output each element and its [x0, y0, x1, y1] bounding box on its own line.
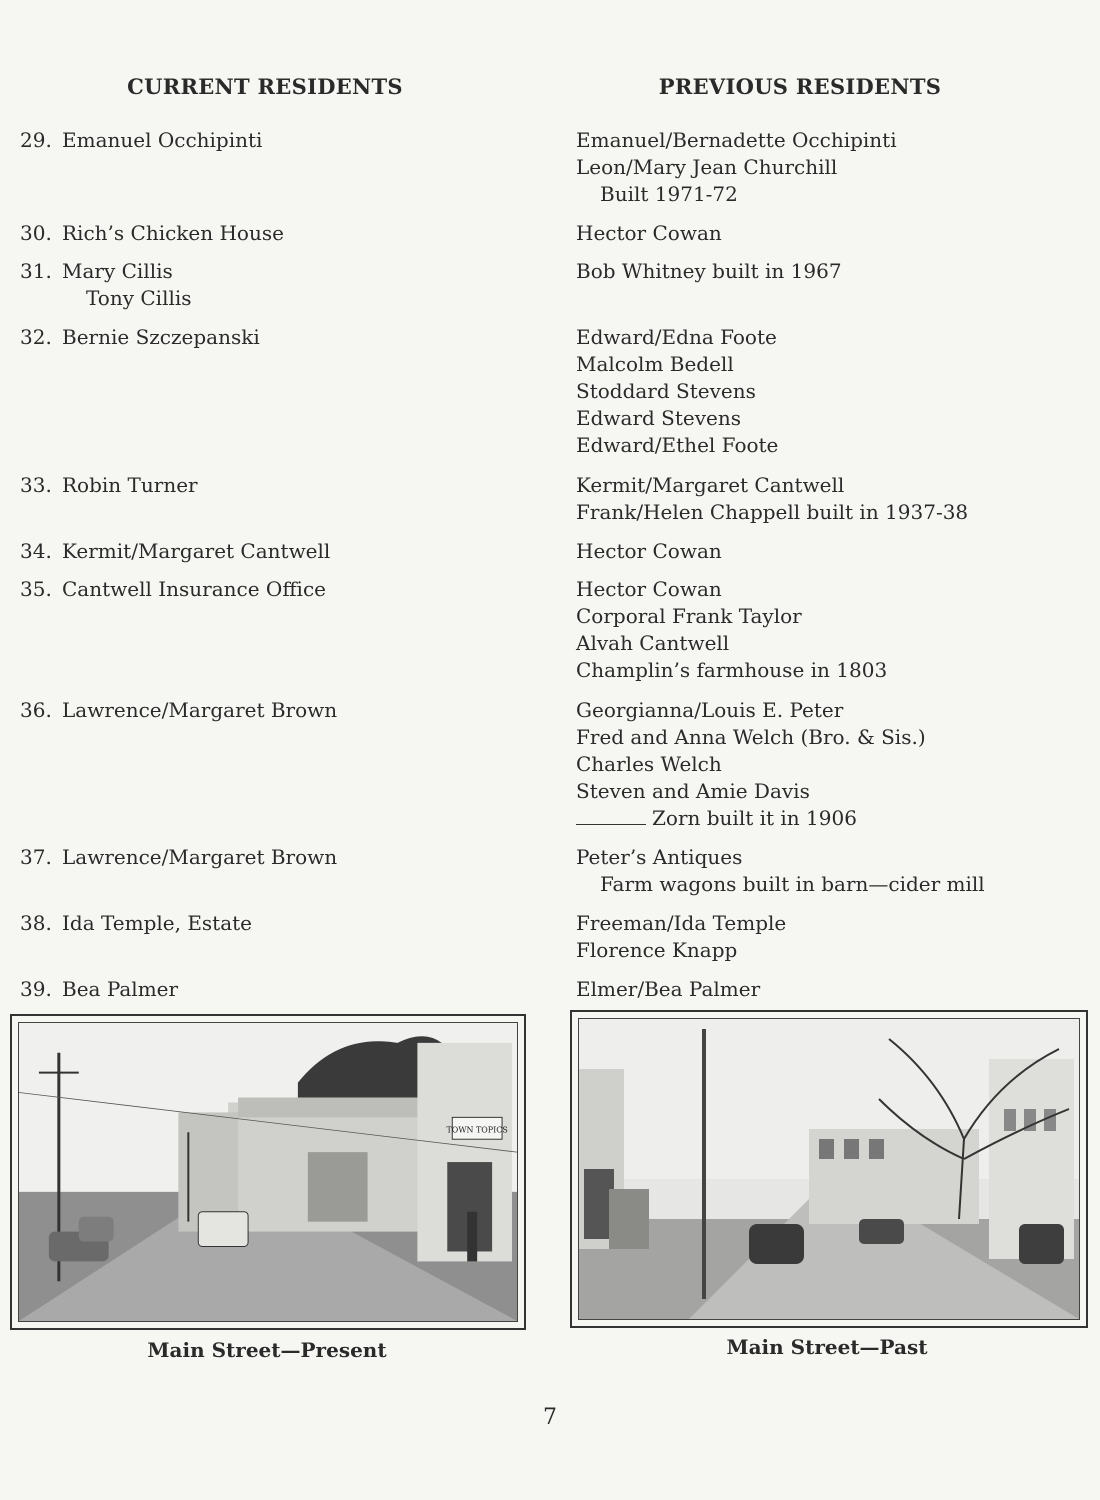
previous-residents-heading: PREVIOUS RESIDENTS	[658, 74, 942, 99]
street-photo-past	[579, 1019, 1079, 1319]
photo-image	[18, 1022, 518, 1322]
entry-number: 32.	[20, 325, 52, 349]
photo-image	[578, 1018, 1080, 1320]
previous-resident-name: Emanuel/Bernadette Occhipinti	[576, 128, 897, 152]
previous-resident-note: Built 1971-72	[600, 182, 738, 206]
previous-resident-name: Hector Cowan	[576, 577, 722, 601]
current-resident-name: Bea Palmer	[62, 977, 179, 1001]
previous-resident-name: Frank/Helen Chappell built in 1937-38	[576, 500, 969, 524]
previous-resident-name: Edward Stevens	[576, 406, 742, 430]
current-residents-heading: CURRENT RESIDENTS	[127, 74, 403, 99]
entry-number: 31.	[20, 259, 52, 283]
entry-number: 36.	[20, 698, 52, 722]
previous-resident-name: Stoddard Stevens	[576, 379, 756, 403]
previous-resident-name: Champlin’s farmhouse in 1803	[576, 658, 888, 682]
entry-number: 33.	[20, 473, 52, 497]
current-resident	[62, 538, 532, 565]
previous-resident-name: Edward/Edna Foote	[576, 325, 777, 349]
previous-resident-note	[576, 805, 1076, 832]
current-resident-name: Kermit/Margaret Cantwell	[62, 539, 331, 563]
previous-residents	[576, 576, 1076, 684]
previous-residents	[576, 538, 1076, 565]
previous-resident-name: Charles Welch	[576, 752, 722, 776]
previous-resident-name: Corporal Frank Taylor	[576, 604, 802, 628]
entry-number: 37.	[20, 845, 52, 869]
current-resident-name: Rich’s Chicken House	[62, 221, 284, 245]
current-resident-name: Lawrence/Margaret Brown	[62, 698, 338, 722]
previous-resident-note-text: Zorn built it in 1906	[652, 806, 857, 830]
previous-resident-name: Alvah Cantwell	[576, 631, 730, 655]
current-resident	[62, 976, 532, 1003]
previous-resident-name: Georgianna/Louis E. Peter	[576, 698, 844, 722]
previous-residents	[576, 324, 1076, 459]
current-resident-name: Tony Cillis	[86, 286, 192, 310]
previous-residents	[576, 910, 1076, 964]
entry-number: 29.	[20, 128, 52, 152]
previous-resident-name: Kermit/Margaret Cantwell	[576, 473, 845, 497]
previous-resident-name: Edward/Ethel Foote	[576, 433, 779, 457]
previous-resident-name: Bob Whitney built in 1967	[576, 259, 842, 283]
current-resident	[62, 220, 532, 247]
photo-main-street-past	[570, 1010, 1088, 1328]
current-resident-name: Cantwell Insurance Office	[62, 577, 326, 601]
current-resident-name: Mary Cillis	[62, 259, 173, 283]
entry-number: 30.	[20, 221, 52, 245]
page-number: 7	[543, 1405, 557, 1430]
entry-number: 38.	[20, 911, 52, 935]
previous-resident-name: Freeman/Ida Temple	[576, 911, 787, 935]
current-resident-name: Ida Temple, Estate	[62, 911, 253, 935]
previous-resident-name: Hector Cowan	[576, 221, 722, 245]
previous-residents	[576, 258, 1076, 285]
previous-resident-name: Florence Knapp	[576, 938, 738, 962]
previous-resident-name: Fred and Anna Welch (Bro. & Sis.)	[576, 725, 926, 749]
entry-number: 34.	[20, 539, 52, 563]
photo-main-street-present	[10, 1014, 526, 1330]
previous-residents	[576, 220, 1076, 247]
photo-caption-past: Main Street—Past	[726, 1335, 928, 1359]
current-resident-name: Lawrence/Margaret Brown	[62, 845, 338, 869]
current-resident	[62, 576, 532, 603]
current-resident	[62, 127, 532, 154]
previous-resident-name: Leon/Mary Jean Churchill	[576, 155, 838, 179]
previous-residents	[576, 127, 1076, 208]
current-resident-name: Bernie Szczepanski	[62, 325, 260, 349]
current-resident	[62, 258, 532, 312]
current-resident	[62, 324, 532, 351]
previous-residents	[576, 976, 1076, 1003]
previous-resident-name: Peter’s Antiques	[576, 845, 743, 869]
entry-number: 35.	[20, 577, 52, 601]
current-resident	[62, 910, 532, 937]
previous-residents	[576, 472, 1076, 526]
previous-resident-name: Hector Cowan	[576, 539, 722, 563]
current-resident-name: Robin Turner	[62, 473, 198, 497]
current-resident	[62, 844, 532, 871]
current-resident	[62, 697, 532, 724]
previous-resident-note: Farm wagons built in barn—cider mill	[600, 872, 985, 896]
previous-resident-name: Malcolm Bedell	[576, 352, 734, 376]
photo-caption-present: Main Street—Present	[147, 1338, 387, 1362]
current-resident	[62, 472, 532, 499]
street-photo-present	[19, 1023, 517, 1321]
entry-number: 39.	[20, 977, 52, 1001]
previous-resident-name: Steven and Amie Davis	[576, 779, 810, 803]
previous-resident-name: Elmer/Bea Palmer	[576, 977, 761, 1001]
current-resident-name: Emanuel Occhipinti	[62, 128, 263, 152]
previous-residents	[576, 697, 1076, 832]
shop-sign: TOWN TOPICS	[446, 1125, 508, 1135]
blank-underline	[576, 806, 646, 825]
previous-residents	[576, 844, 1076, 898]
